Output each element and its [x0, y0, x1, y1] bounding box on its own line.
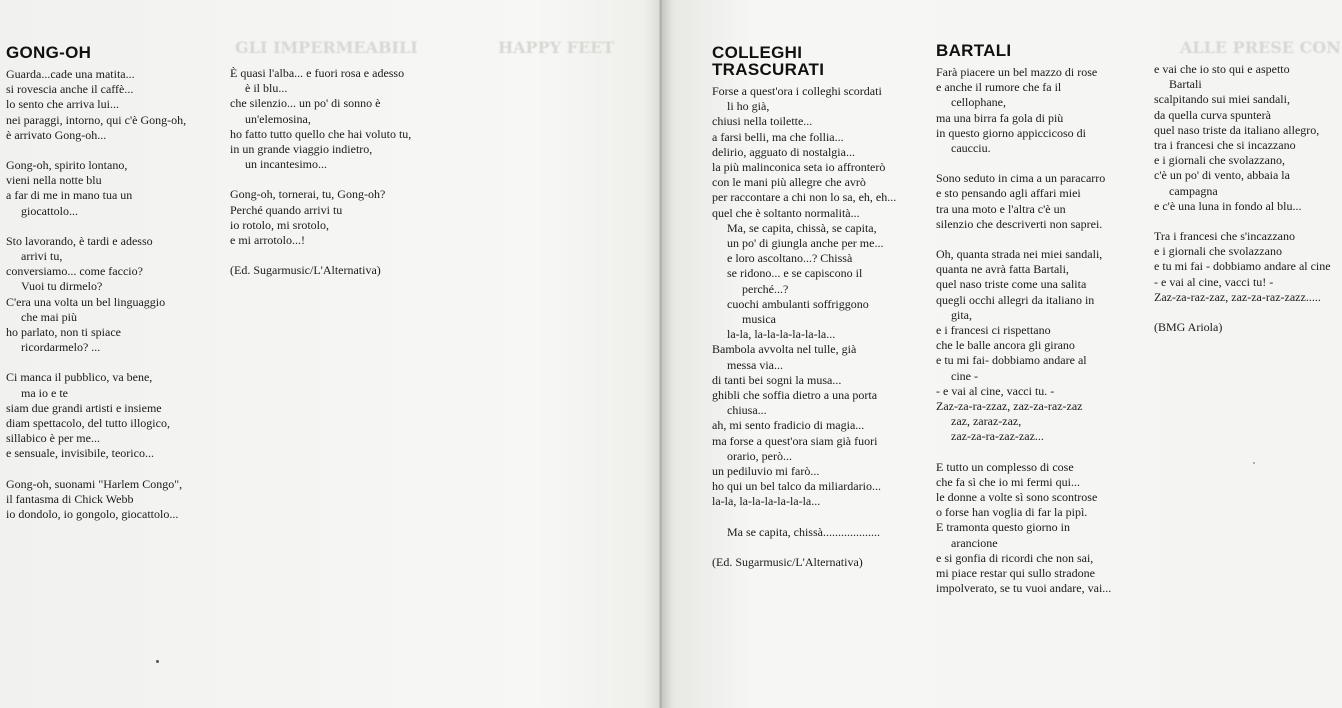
poem-stanza [936, 65, 1111, 156]
publisher-credit: (BMG Ariola) [1154, 320, 1223, 335]
poem-line: ma una birra fa gola di più [936, 110, 1064, 125]
poem-line: ricordarmelo? ... [21, 340, 101, 355]
show-through-text: GLI IMPERMEABILI [235, 38, 418, 57]
poem-line: vieni nella notte blu [6, 173, 102, 188]
poem-line: Forse a quest'ora i colleghi scordati [712, 84, 882, 98]
poem-line: e loro ascoltano...? Chissà [727, 251, 853, 266]
poem-line: orario, però... [727, 448, 792, 463]
show-through-text: ALLE PRESE CON [1180, 38, 1341, 57]
poem-line: e i giornali che svolazzano [1154, 244, 1282, 259]
poem-line: arancione [951, 535, 998, 550]
poem-line: la più malinconica seta io affronterò [712, 160, 886, 175]
poem-line: un pediluvio mi farò... [712, 464, 820, 479]
poem-line: c'è un po' di vento, abbaia la [1154, 168, 1290, 183]
poem-line: per raccontare a chi non lo sa, eh, eh... [712, 190, 897, 205]
poem-line: C'era una volta un bel linguaggio [6, 294, 166, 309]
poem-line: messa via... [727, 357, 783, 372]
poem-stanza [712, 84, 896, 510]
poem-line: Gong-oh, suonami "Harlem Congo", [6, 476, 183, 491]
poem-stanza [230, 187, 411, 248]
poem-line: Ma se capita, chissà................... [727, 524, 880, 539]
poem-line: caucciu. [951, 141, 991, 156]
poem-line: diam spettacolo, del tutto illogico, [6, 416, 170, 431]
poem-gong-oh-continued [230, 66, 411, 278]
poem-line: a farsi belli, ma che follia... [712, 129, 844, 144]
poem-line: zaz-za-ra-zaz-zaz... [951, 429, 1044, 444]
poem-line: ghibli che soffia dietro a una porta [712, 388, 878, 403]
poem-line: E tutto un complesso di cose [936, 459, 1074, 474]
poem-title: COLLEGHI TRASCURATI [712, 43, 825, 79]
poem-line: e sensuale, invisibile, teorico... [6, 446, 154, 461]
poem-stanza [6, 158, 186, 219]
poem-line: ho parlato, non ti spiace [6, 325, 121, 340]
poem-line: le donne a volte sì sono scontrose [936, 490, 1098, 505]
poem-line: con le mani più allegre che avrò [712, 175, 866, 190]
poem-line: la-la, la-la-la-la-la-la... [727, 327, 836, 342]
publisher-credit: (Ed. Sugarmusic/L'Alternativa) [230, 263, 381, 278]
poem-line: è arrivato Gong-oh... [6, 127, 107, 142]
poem-line: il fantasma di Chick Webb [6, 491, 134, 506]
poem-line: Ci manca il pubblico, va bene, [6, 370, 153, 385]
poem-line: siam due grandi artisti e insieme [6, 400, 162, 415]
poem-line: e anche il rumore che fa il [936, 80, 1062, 95]
poem-line: e sto pensando agli affari miei [936, 186, 1081, 201]
poem-line: e i francesi ci rispettano [936, 323, 1051, 338]
poem-line: io dondolo, io gongolo, giocattolo... [6, 507, 179, 522]
poem-line: la-la, la-la-la-la-la-la... [712, 494, 821, 509]
poem-line: nei paraggi, intorno, qui c'è Gong-oh, [6, 112, 187, 127]
poem-line: Gong-oh, tornerai, tu, Gong-oh? [230, 187, 386, 202]
poem-line: o forse han voglia di far la pipì. [936, 505, 1088, 520]
booklet-fold [659, 0, 663, 708]
poem-stanza [1154, 62, 1331, 214]
poem-line: cellophane, [951, 95, 1006, 110]
poem-line: - e vai al cine, vacci tu! - [1154, 274, 1274, 289]
poem-line: in un grande viaggio indietro, [230, 142, 373, 157]
poem-stanza [936, 460, 1111, 597]
poem-line: ma io e te [21, 385, 68, 400]
poem-line: Guarda...cade una matita... [6, 67, 135, 81]
poem-line: e tu mi fai- dobbiamo andare al [936, 353, 1087, 368]
poem-stanza [936, 171, 1111, 232]
poem-line: a far di me in mano tua un [6, 188, 133, 203]
poem-line: Vuoi tu dirmelo? [21, 279, 103, 294]
poem-line: mi piace restar qui sullo stradone [936, 566, 1095, 581]
poem-line: ho qui un bel talco da miliardario... [712, 479, 881, 494]
poem-line: se ridono... e se capiscono il [727, 266, 863, 281]
poem-line: arrivi tu, [21, 249, 63, 264]
poem-line: e si gonfia di ricordi che non sai, [936, 550, 1094, 565]
poem-line: Sono seduto in cima a un paracarro [936, 171, 1106, 186]
poem-stanza [6, 67, 186, 143]
poem-bartali-continued [1154, 62, 1331, 335]
poem-stanza [6, 370, 186, 461]
poem-line: quegli occhi allegri da italiano in [936, 292, 1095, 307]
poem-title: GONG-OH [6, 43, 92, 62]
poem-line: che le balle ancora gli girano [936, 338, 1075, 353]
poem-line: Ma, se capita, chissà, se capita, [727, 220, 877, 235]
poem-line: quanta ne avrà fatta Bartali, [936, 262, 1069, 277]
poem-line: - e vai al cine, vacci tu. - [936, 383, 1055, 398]
poem-line: È quasi l'alba... e fuori rosa e adesso [230, 66, 405, 80]
poem-stanza [936, 247, 1111, 445]
poem-stanza [230, 66, 411, 172]
poem-line: un'elemosina, [245, 111, 311, 126]
poem-stanza [712, 525, 896, 540]
poem-line: musica [742, 312, 776, 327]
poem-line: impolverato, se tu vuoi andare, vai... [936, 581, 1112, 596]
poem-line: chiusa... [727, 403, 767, 418]
poem-line: chiusi nella toilette... [712, 114, 813, 129]
left-page [0, 0, 650, 708]
poem-line: giocattolo... [21, 203, 78, 218]
poem-line: cine - [951, 368, 978, 383]
poem-line: e i giornali che svolazzano, [1154, 153, 1285, 168]
show-through-text: HAPPY FEET [498, 38, 615, 57]
poem-line: quel naso triste da italiano allegro, [1154, 122, 1320, 137]
poem-line: ah, mi sento fradicio di magia... [712, 418, 865, 433]
poem-line: Farà piacere un bel mazzo di rose [936, 65, 1098, 79]
poem-line: che silenzio... un po' di sonno è [230, 96, 381, 111]
poem-line: si rovescia anche il caffè... [6, 82, 134, 97]
poem-line: Tra i francesi che s'incazzano [1154, 229, 1295, 244]
poem-line: Bambola avvolta nel tulle, già [712, 342, 857, 357]
poem-line: zaz, zaraz-zaz, [951, 414, 1022, 429]
publisher-credit: (Ed. Sugarmusic/L'Alternativa) [712, 554, 863, 569]
poem-line: perché...? [742, 281, 789, 296]
poem-line: Zaz-za-raz-zaz, zaz-za-raz-zazz..... [1154, 289, 1321, 304]
poem-stanza [1154, 229, 1331, 305]
poem-line: silenzio che descriverti non saprei. [936, 216, 1103, 231]
poem-line: che fa sì che io mi fermi qui... [936, 474, 1080, 489]
poem-line: quel che è soltanto normalità... [712, 205, 860, 220]
poem-line: e tu mi fai - dobbiamo andare al cine [1154, 259, 1331, 274]
poem-title: BARTALI [936, 41, 1012, 60]
poem-line: e vai che io sto qui e aspetto [1154, 62, 1290, 76]
poem-line: Sto lavorando, è tardi e adesso [6, 233, 153, 248]
poem-line: scalpitando sui miei sandali, [1154, 92, 1290, 107]
poem-line: tra i francesi che si incazzano [1154, 138, 1296, 153]
poem-line: ma forse a quest'ora siam già fuori [712, 433, 878, 448]
poem-line: gita, [951, 307, 972, 322]
poem-line: campagna [1169, 183, 1218, 198]
poem-stanza [6, 234, 186, 356]
poem-line: Bartali [1169, 77, 1202, 92]
poem-line: delirio, agguato di nostalgia... [712, 144, 855, 159]
poem-line: tra una moto e l'altra c'è un [936, 201, 1066, 216]
poem-line: conversiamo... come faccio? [6, 264, 143, 279]
poem-bartali [936, 42, 1111, 612]
poem-line: un incantesimo... [245, 157, 327, 172]
poem-line: che mai più [21, 309, 77, 324]
poem-line: quel naso triste come una salita [936, 277, 1087, 292]
poem-line: da quella curva spunterà [1154, 107, 1271, 122]
poem-line: e mi arrotolo...! [230, 233, 305, 248]
poem-line: Zaz-za-ra-zzaz, zaz-za-raz-zaz [936, 399, 1083, 414]
poem-line: cuochi ambulanti soffriggono [727, 296, 869, 311]
poem-stanza [6, 477, 186, 523]
poem-line: di tanti bei sogni la musa... [712, 372, 842, 387]
poem-line: Gong-oh, spirito lontano, [6, 158, 128, 173]
poem-line: e c'è una luna in fondo al blu... [1154, 198, 1302, 213]
poem-line: lo sento che arriva lui... [6, 97, 119, 112]
poem-line: ho fatto tutto quello che hai voluto tu, [230, 126, 412, 141]
poem-line: li ho già, [727, 99, 770, 114]
paper-speck [1253, 462, 1255, 464]
poem-line: sillabico è per me... [6, 431, 100, 446]
poem-gong-oh [6, 44, 186, 537]
poem-line: Oh, quanta strada nei miei sandali, [936, 247, 1103, 262]
poem-colleghi-trascurati [712, 44, 896, 570]
poem-line: è il blu... [245, 81, 288, 96]
poem-line: E tramonta questo giorno in [936, 520, 1070, 535]
poem-line: Perché quando arrivi tu [230, 202, 343, 217]
poem-line: io rotolo, mi srotolo, [230, 217, 329, 232]
paper-speck [156, 660, 159, 663]
poem-line: un po' di giungla anche per me... [727, 236, 884, 251]
poem-line: in questo giorno appiccicoso di [936, 125, 1086, 140]
